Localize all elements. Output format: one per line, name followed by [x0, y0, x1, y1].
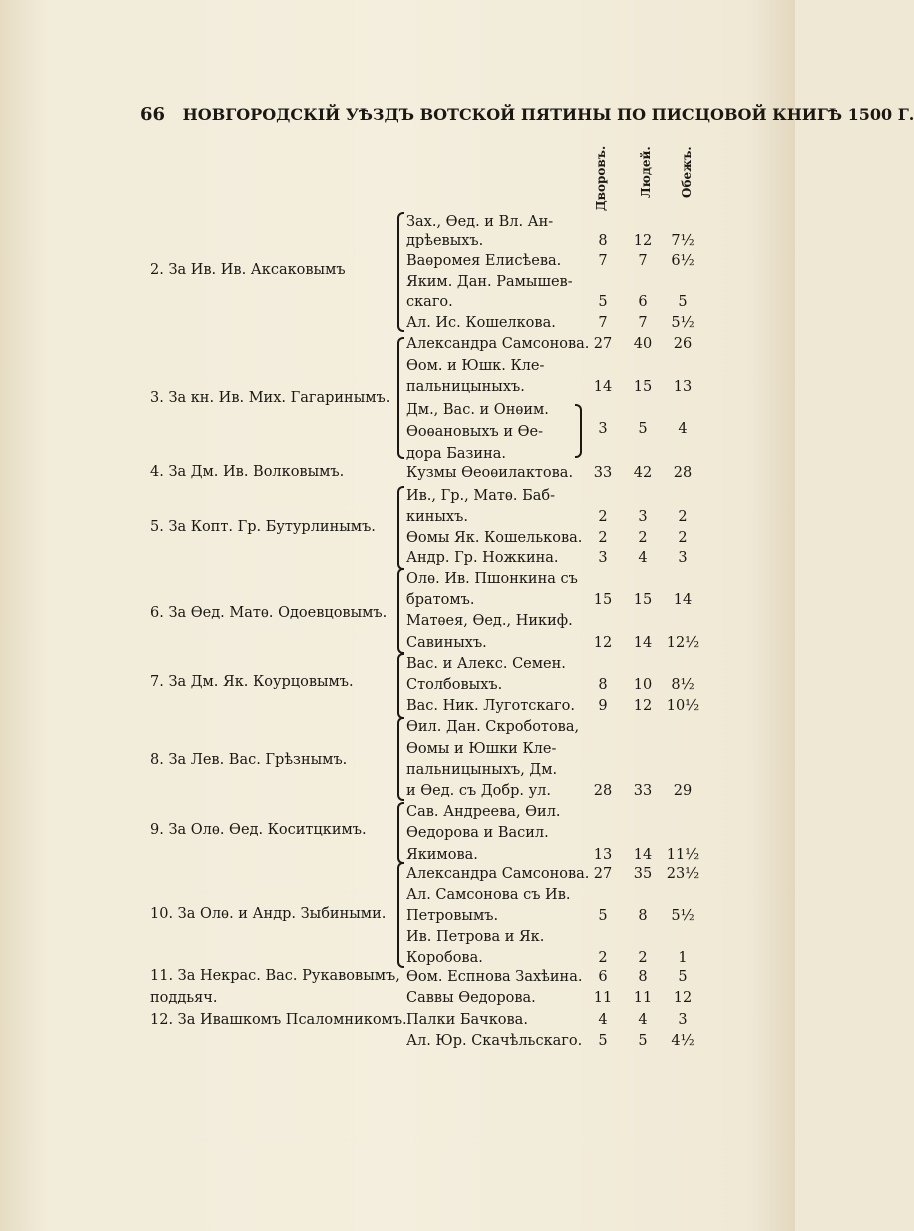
column-header-dvorov: Дворовъ. [594, 146, 608, 212]
brace [397, 862, 404, 968]
obezh-value: 7½ [671, 233, 695, 249]
lyudey-value: 12 [633, 233, 653, 249]
text-line: Вас. Ник. Луготскаго. [406, 698, 575, 714]
dvorov-value: 7 [598, 315, 608, 331]
obezh-value: 2 [678, 509, 688, 525]
entry-label: 5. За Копт. Гр. Бутурлинымъ. [150, 519, 376, 535]
text-line: Дм., Вас. и Онѳим. [406, 402, 549, 418]
text-line: Ѳил. Дан. Скроботова, [406, 719, 580, 735]
text-line: Палки Бачкова. [406, 1012, 528, 1028]
brace [397, 486, 404, 570]
entry-label: 12. За Ивашкомъ Псаломникомъ. [150, 1012, 407, 1028]
dvorov-value: 14 [593, 379, 613, 395]
obezh-value: 5½ [671, 908, 695, 924]
obezh-value: 12½ [666, 635, 700, 651]
entry-label: 9. За Олѳ. Ѳед. Коситцкимъ. [150, 822, 367, 838]
lyudey-value: 6 [638, 294, 648, 310]
text-line: пальницыныхъ. [406, 379, 525, 395]
text-line: Ѳомы и Юшки Кле- [406, 741, 557, 757]
lyudey-value: 7 [638, 253, 648, 269]
text-line: киныхъ. [406, 509, 468, 525]
page-header [140, 104, 914, 125]
text-line: дрѣевыхъ. [406, 233, 484, 249]
text-line: Ѳом. и Юшк. Кле- [406, 358, 545, 374]
entry-label: 7. За Дм. Як. Коурцовымъ. [150, 674, 354, 690]
brace [397, 212, 404, 332]
obezh-value: 10½ [666, 698, 700, 714]
lyudey-value: 5 [638, 421, 648, 437]
dvorov-value: 2 [598, 509, 608, 525]
lyudey-value: 42 [633, 465, 653, 481]
lyudey-value: 8 [638, 969, 648, 985]
lyudey-value: 12 [633, 698, 653, 714]
obezh-value: 4½ [671, 1033, 695, 1049]
dvorov-value: 7 [598, 253, 608, 269]
brace [397, 717, 404, 801]
text-line: Ѳедорова и Васил. [406, 825, 549, 841]
entry-label: 8. За Лев. Вас. Грѣзнымъ. [150, 752, 348, 768]
text-line: Саввы Ѳедорова. [406, 990, 536, 1006]
text-line: Вас. и Алекс. Семен. [406, 656, 566, 672]
entry-label: 10. За Олѳ. и Андр. Зыбиными. [150, 906, 387, 922]
dvorov-value: 15 [593, 592, 613, 608]
lyudey-value: 14 [633, 635, 653, 651]
lyudey-value: 3 [638, 509, 648, 525]
dvorov-value: 8 [598, 233, 608, 249]
obezh-value: 8½ [671, 677, 695, 693]
brace [397, 337, 404, 459]
dvorov-value: 3 [598, 550, 608, 566]
obezh-value: 5 [678, 294, 688, 310]
text-line: Матѳея, Ѳед., Никиф. [406, 613, 573, 629]
lyudey-value: 4 [638, 1012, 648, 1028]
obezh-value: 13 [673, 379, 693, 395]
text-line: Андр. Гр. Ножкина. [406, 550, 559, 566]
lyudey-value: 11 [633, 990, 653, 1006]
text-line: Кузмы Ѳеоѳилактова. [406, 465, 574, 481]
text-line: Сав. Андреева, Ѳил. [406, 804, 561, 820]
obezh-value: 3 [678, 1012, 688, 1028]
obezh-value: 1 [678, 950, 688, 966]
dvorov-value: 28 [593, 783, 613, 799]
lyudey-value: 5 [638, 1033, 648, 1049]
text-line: пальницыныхъ, Дм. [406, 762, 558, 778]
lyudey-value: 33 [633, 783, 653, 799]
text-line: Ал. Самсонова съ Ив. [406, 887, 571, 903]
dvorov-value: 2 [598, 530, 608, 546]
obezh-value: 23½ [666, 866, 700, 882]
dvorov-value: 13 [593, 847, 613, 863]
lyudey-value: 15 [633, 379, 653, 395]
text-line: братомъ. [406, 592, 475, 608]
lyudey-value: 8 [638, 908, 648, 924]
text-line: Якимова. [406, 847, 478, 863]
entry-label: 4. За Дм. Ив. Волковымъ. [150, 464, 345, 480]
text-line: Ив., Гр., Матѳ. Баб- [406, 488, 556, 504]
text-line: и Ѳед. съ Добр. ул. [406, 783, 551, 799]
entry-label: поддьяч. [150, 990, 218, 1006]
text-line: Яким. Дан. Рамышев- [406, 274, 573, 290]
dvorov-value: 33 [593, 465, 613, 481]
text-line: Александра Самсонова. [406, 866, 590, 882]
obezh-value: 5 [678, 969, 688, 985]
lyudey-value: 7 [638, 315, 648, 331]
lyudey-value: 35 [633, 866, 653, 882]
obezh-value: 6½ [671, 253, 695, 269]
lyudey-value: 2 [638, 530, 648, 546]
obezh-value: 3 [678, 550, 688, 566]
column-header-obezh: Обежъ. [680, 146, 694, 198]
obezh-value: 12 [673, 990, 693, 1006]
dvorov-value: 27 [593, 336, 613, 352]
obezh-value: 4 [678, 421, 688, 437]
dvorov-value: 5 [598, 1033, 608, 1049]
running-title: НОВГОРОДСКІЙ УѢЗДЪ ВОТСКОЙ ПЯТИНЫ ПО ПИСЦОВОЙ КНИГѢ 1500 Г. [182, 105, 914, 124]
lyudey-value: 14 [633, 847, 653, 863]
text-line: Ѳомы Як. Кошелькова. [406, 530, 583, 546]
dvorov-value: 8 [598, 677, 608, 693]
dvorov-value: 3 [598, 421, 608, 437]
dvorov-value: 5 [598, 908, 608, 924]
lyudey-value: 2 [638, 950, 648, 966]
text-line: дора Базина. [406, 446, 506, 462]
lyudey-value: 40 [633, 336, 653, 352]
text-line: Ваѳромея Елисѣева. [406, 253, 562, 269]
entry-label: 11. За Некрас. Вас. Рукавовымъ, [150, 968, 400, 984]
dvorov-value: 11 [593, 990, 613, 1006]
dvorov-value: 27 [593, 866, 613, 882]
text-line: скаго. [406, 294, 453, 310]
text-line: Коробова. [406, 950, 483, 966]
obezh-value: 29 [673, 783, 693, 799]
dvorov-value: 12 [593, 635, 613, 651]
obezh-value: 28 [673, 465, 693, 481]
lyudey-value: 10 [633, 677, 653, 693]
dvorov-value: 6 [598, 969, 608, 985]
dvorov-value: 9 [598, 698, 608, 714]
obezh-value: 2 [678, 530, 688, 546]
column-header-lyudey: Людей. [639, 146, 653, 198]
entry-label: 2. За Ив. Ив. Аксаковымъ [150, 262, 346, 278]
brace [397, 568, 404, 654]
text-line: Ѳом. Еспнова Захѣина. [406, 969, 583, 985]
text-line: Петровымъ. [406, 908, 499, 924]
text-line: Ал. Ис. Кошелкова. [406, 315, 556, 331]
obezh-value: 11½ [666, 847, 700, 863]
obezh-value: 5½ [671, 315, 695, 331]
text-line: Столбовыхъ. [406, 677, 503, 693]
entry-label: 3. За кн. Ив. Мих. Гагаринымъ. [150, 390, 391, 406]
text-line: Олѳ. Ив. Пшонкина съ [406, 571, 578, 587]
text-line: Ѳоѳановыхъ и Ѳе- [406, 424, 544, 440]
lyudey-value: 15 [633, 592, 653, 608]
text-line: Александра Самсонова. [406, 336, 590, 352]
lyudey-value: 4 [638, 550, 648, 566]
page-number: 66 [140, 104, 166, 125]
dvorov-value: 5 [598, 294, 608, 310]
text-line: Зах., Ѳед. и Вл. Ан- [406, 214, 554, 230]
dvorov-value: 4 [598, 1012, 608, 1028]
brace [397, 653, 404, 719]
obezh-value: 14 [673, 592, 693, 608]
text-line: Ив. Петрова и Як. [406, 929, 545, 945]
dvorov-value: 2 [598, 950, 608, 966]
obezh-value: 26 [673, 336, 693, 352]
brace [397, 802, 404, 864]
text-line: Савиныхъ. [406, 635, 487, 651]
text-line: Ал. Юр. Скачѣльскаго. [406, 1033, 583, 1049]
entry-label: 6. За Ѳед. Матѳ. Одоевцовымъ. [150, 605, 388, 621]
